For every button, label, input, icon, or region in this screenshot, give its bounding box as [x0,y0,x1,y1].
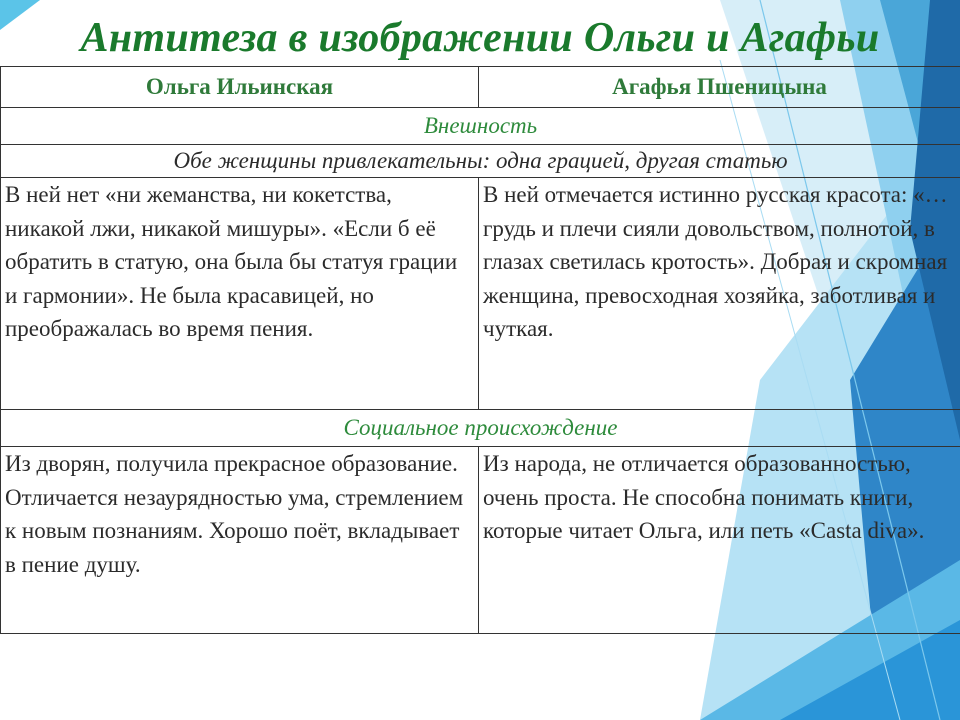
table-row [1,178,960,410]
section-title-origin: Социальное происхождение [1,410,960,447]
olga-appearance-cell: В ней нет «ни жеманства, ни кокетства, никакой лжи, никакой мишуры». «Если б её обратить в статую, она была бы статуя грации и гармонии». Не была красавицей, но преображалась во время пения. [1,178,479,410]
section-note-appearance: Обе женщины привлекательны: одна грацией, другая статью [1,145,960,178]
comparison-table [0,66,960,634]
header-agafya: Агафья Пшеницына [479,67,960,108]
note-row [1,145,960,178]
section-row [1,410,960,447]
slide-title: Антитеза в изображении Ольги и Агафьи [80,15,880,61]
table-header-row [1,67,960,108]
section-row [1,108,960,145]
section-title-appearance: Внешность [1,108,960,145]
header-olga: Ольга Ильинская [1,67,479,108]
table-row [1,447,960,634]
agafya-origin-cell: Из народа, не отличается образованностью, очень проста. Не способна понимать книги, которые читает Ольга, или петь «Casta diva». [479,447,960,634]
olga-origin-cell: Из дворян, получила прекрасное образование. Отличается незаурядностью ума, стремлением к новым познаниям. Хорошо поёт, вкладывает в пение душу. [1,447,479,634]
agafya-appearance-cell: В ней отмечается истинно русская красота: «…грудь и плечи сияли довольством, полнотой, в глазах светилась кротость». Добрая и скромная женщина, превосходная хозяйка, заботливая и чуткая. [479,178,960,410]
